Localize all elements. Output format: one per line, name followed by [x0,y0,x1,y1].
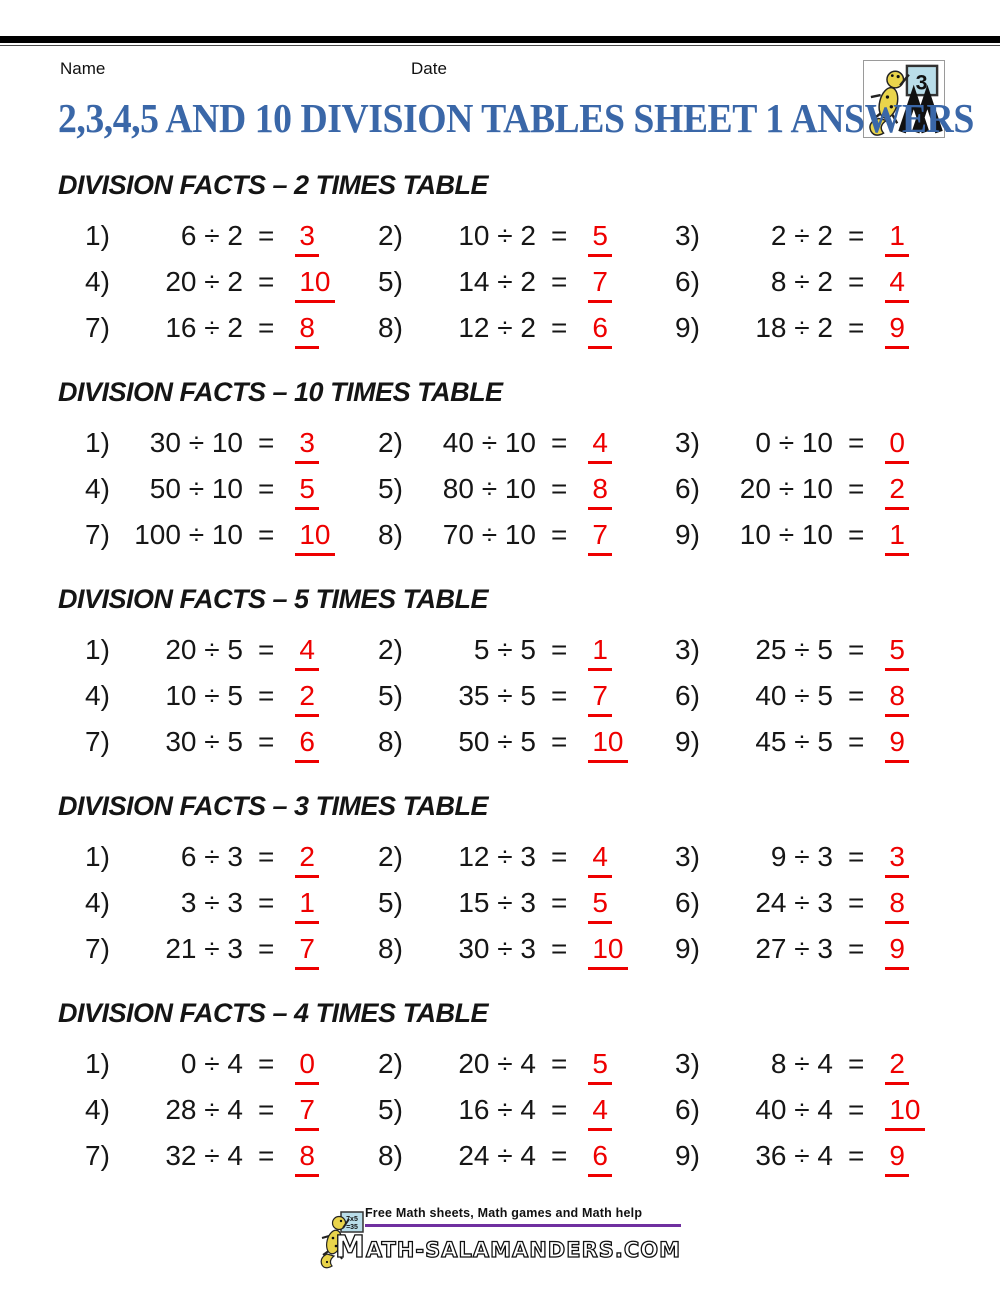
problem-number: 8) [378,1140,403,1171]
problem-expression: 2 ÷ 2 [770,220,833,251]
equals-sign: = [551,933,568,964]
division-problem [675,213,960,259]
division-problem [378,259,675,305]
division-problem [675,512,960,558]
problem-answer: 8 [885,888,909,924]
division-problem [378,627,675,673]
problem-answer: 7 [588,681,612,717]
problem-answer: 10 [588,727,627,763]
problem-expression: 27 ÷ 3 [755,933,833,964]
problem-number: 3) [675,841,700,872]
problem-number: 8) [378,933,403,964]
division-problem [85,305,378,351]
division-problem [675,305,960,351]
problem-number: 6) [675,680,700,711]
problem-expression: 24 ÷ 4 [458,1140,536,1171]
division-problem [85,673,378,719]
problem-answer: 4 [588,842,612,878]
problem-expression: 35 ÷ 5 [458,680,536,711]
division-problem [85,512,378,558]
problem-expression: 20 ÷ 2 [165,266,243,297]
equals-sign: = [551,473,568,504]
problem-answer: 9 [885,934,909,970]
problem-answer: 10 [295,267,334,303]
problem-answer: 5 [885,635,909,671]
equals-sign: = [551,427,568,458]
division-problem [675,259,960,305]
problem-expression: 10 ÷ 2 [458,220,536,251]
math-salamanders-wordmark: MATH-SALAMANDERS.COM [334,1230,682,1265]
problem-expression: 9 ÷ 3 [770,841,833,872]
problem-number: 4) [85,473,110,504]
problem-number: 8) [378,312,403,343]
equals-sign: = [848,427,865,458]
problem-expression: 3 ÷ 3 [180,887,243,918]
division-problem [378,719,675,765]
equals-sign: = [258,1048,275,1079]
equals-sign: = [848,473,865,504]
equals-sign: = [848,1140,865,1171]
problems-grid [58,627,960,765]
problem-expression: 10 ÷ 10 [739,519,833,550]
problem-number: 9) [675,726,700,757]
problem-answer: 10 [588,934,627,970]
divider-thin-line [0,45,1000,46]
problem-number: 4) [85,680,110,711]
problem-number: 1) [85,634,110,665]
equals-sign: = [551,519,568,550]
problem-number: 7) [85,519,110,550]
problem-answer: 0 [295,1049,319,1085]
problem-expression: 24 ÷ 3 [755,887,833,918]
division-problem [675,673,960,719]
problem-answer: 10 [885,1095,924,1131]
problem-answer: 6 [295,727,319,763]
problem-answer: 5 [588,1049,612,1085]
logo-board-number: 3 [915,70,928,95]
division-problem [85,834,378,880]
problem-expression: 6 ÷ 3 [180,841,243,872]
division-problem [85,926,378,972]
problem-number: 3) [675,427,700,458]
problem-answer: 3 [295,428,319,464]
equals-sign: = [551,680,568,711]
equals-sign: = [551,1094,568,1125]
problem-answer: 1 [885,221,909,257]
equals-sign: = [848,634,865,665]
problem-expression: 40 ÷ 5 [755,680,833,711]
problem-expression: 8 ÷ 2 [770,266,833,297]
problem-answer: 1 [588,635,612,671]
equals-sign: = [848,680,865,711]
problem-answer: 2 [885,474,909,510]
problem-answer: 10 [295,520,334,556]
problem-answer: 2 [295,842,319,878]
problem-number: 6) [675,266,700,297]
problem-expression: 20 ÷ 5 [165,634,243,665]
problem-number: 7) [85,312,110,343]
problem-answer: 8 [295,1141,319,1177]
section-heading: DIVISION FACTS – 4 TIMES TABLE [58,998,489,1028]
division-problem [675,627,960,673]
problem-expression: 50 ÷ 5 [458,726,536,757]
problem-expression: 6 ÷ 2 [180,220,243,251]
equals-sign: = [848,1094,865,1125]
problem-expression: 32 ÷ 4 [165,1140,243,1171]
problem-expression: 40 ÷ 10 [442,427,536,458]
problem-number: 2) [378,1048,403,1079]
equals-sign: = [258,933,275,964]
equals-sign: = [258,1094,275,1125]
equals-sign: = [258,887,275,918]
division-problem [378,1087,675,1133]
name-label: Name [60,59,106,78]
division-problem [675,926,960,972]
problem-expression: 20 ÷ 4 [458,1048,536,1079]
problem-number: 8) [378,726,403,757]
problem-expression: 25 ÷ 5 [755,634,833,665]
problem-number: 6) [675,1094,700,1125]
problem-answer: 4 [588,1095,612,1131]
problem-answer: 0 [885,428,909,464]
problem-number: 9) [675,933,700,964]
section-heading: DIVISION FACTS – 2 TIMES TABLE [58,170,489,200]
equals-sign: = [848,726,865,757]
footer-board-line1: 7x5 [346,1216,358,1223]
problem-expression: 12 ÷ 2 [458,312,536,343]
division-problem [378,420,675,466]
division-facts-section [58,377,960,584]
problem-answer: 8 [588,474,612,510]
problem-expression: 5 ÷ 5 [473,634,536,665]
problem-expression: 70 ÷ 10 [442,519,536,550]
problem-expression: 40 ÷ 4 [755,1094,833,1125]
problem-expression: 80 ÷ 10 [442,473,536,504]
footer-board-line2: =35 [346,1224,358,1231]
problem-number: 4) [85,1094,110,1125]
problem-expression: 12 ÷ 3 [458,841,536,872]
division-problem [85,719,378,765]
division-problem [675,466,960,512]
footer [0,1206,1000,1277]
division-problem [378,673,675,719]
problem-number: 1) [85,841,110,872]
equals-sign: = [848,220,865,251]
section-heading: DIVISION FACTS – 3 TIMES TABLE [58,791,489,821]
equals-sign: = [258,427,275,458]
equals-sign: = [551,887,568,918]
problem-answer: 1 [885,520,909,556]
division-problem [85,420,378,466]
problem-number: 7) [85,1140,110,1171]
problem-number: 7) [85,726,110,757]
equals-sign: = [551,220,568,251]
equals-sign: = [551,634,568,665]
equals-sign: = [551,1048,568,1079]
equals-sign: = [258,473,275,504]
problem-expression: 36 ÷ 4 [755,1140,833,1171]
problem-number: 5) [378,1094,403,1125]
division-problem [378,512,675,558]
section-heading: DIVISION FACTS – 10 TIMES TABLE [58,377,503,407]
problems-grid [58,420,960,558]
problem-expression: 0 ÷ 10 [755,427,833,458]
equals-sign: = [258,519,275,550]
problem-expression: 16 ÷ 2 [165,312,243,343]
division-facts-section [58,170,960,377]
problem-answer: 4 [295,635,319,671]
problem-number: 5) [378,887,403,918]
problem-answer: 7 [295,1095,319,1131]
problem-expression: 15 ÷ 3 [458,887,536,918]
problem-expression: 10 ÷ 5 [165,680,243,711]
date-label: Date [411,59,447,78]
equals-sign: = [551,726,568,757]
division-facts-section [58,998,960,1205]
problem-expression: 8 ÷ 4 [770,1048,833,1079]
problem-expression: 0 ÷ 4 [180,1048,243,1079]
division-problem [85,1041,378,1087]
problem-expression: 20 ÷ 10 [739,473,833,504]
problem-answer: 2 [295,681,319,717]
problem-expression: 18 ÷ 2 [755,312,833,343]
problem-number: 9) [675,519,700,550]
division-problem [675,1087,960,1133]
problem-answer: 5 [295,474,319,510]
footer-purple-rule [365,1224,681,1227]
division-problem [85,1133,378,1179]
problem-answer: 9 [885,727,909,763]
division-facts-section [58,584,960,791]
problem-number: 5) [378,680,403,711]
problem-answer: 8 [885,681,909,717]
division-problem [85,213,378,259]
problem-number: 2) [378,634,403,665]
equals-sign: = [848,1048,865,1079]
problem-answer: 2 [885,1049,909,1085]
problem-answer: 5 [588,221,612,257]
equals-sign: = [848,841,865,872]
equals-sign: = [551,1140,568,1171]
problems-grid [58,213,960,351]
problem-number: 4) [85,266,110,297]
problem-number: 2) [378,427,403,458]
problem-expression: 100 ÷ 10 [134,519,243,550]
equals-sign: = [848,519,865,550]
problem-number: 4) [85,887,110,918]
division-facts-section [58,791,960,998]
problem-number: 2) [378,841,403,872]
division-problem [675,1133,960,1179]
problem-answer: 5 [588,888,612,924]
problem-number: 6) [675,887,700,918]
problem-expression: 14 ÷ 2 [458,266,536,297]
problem-answer: 4 [885,267,909,303]
problem-answer: 6 [588,313,612,349]
problem-number: 6) [675,473,700,504]
division-problem [378,213,675,259]
equals-sign: = [551,266,568,297]
equals-sign: = [848,266,865,297]
division-problem [85,627,378,673]
problem-expression: 30 ÷ 3 [458,933,536,964]
problem-expression: 50 ÷ 10 [149,473,243,504]
problem-number: 8) [378,519,403,550]
problems-grid [58,1041,960,1179]
problem-number: 3) [675,1048,700,1079]
equals-sign: = [258,680,275,711]
problem-expression: 30 ÷ 5 [165,726,243,757]
problem-number: 9) [675,1140,700,1171]
equals-sign: = [848,887,865,918]
equals-sign: = [258,634,275,665]
problem-expression: 30 ÷ 10 [149,427,243,458]
division-problem [675,1041,960,1087]
top-divider [0,36,1000,46]
problem-expression: 21 ÷ 3 [165,933,243,964]
division-problem [378,880,675,926]
problem-answer: 9 [885,1141,909,1177]
problem-number: 5) [378,473,403,504]
division-problem [675,834,960,880]
problem-number: 1) [85,427,110,458]
problem-expression: 28 ÷ 4 [165,1094,243,1125]
equals-sign: = [258,312,275,343]
page-title: 2,3,4,5 AND 10 DIVISION TABLES SHEET 1 ANSWERS [58,95,974,141]
equals-sign: = [551,312,568,343]
problem-expression: 45 ÷ 5 [755,726,833,757]
problem-number: 1) [85,220,110,251]
problem-number: 9) [675,312,700,343]
problem-expression: 16 ÷ 4 [458,1094,536,1125]
equals-sign: = [258,841,275,872]
problem-answer: 8 [295,313,319,349]
problem-answer: 6 [588,1141,612,1177]
equals-sign: = [258,266,275,297]
problem-number: 1) [85,1048,110,1079]
problem-number: 7) [85,933,110,964]
division-problem [85,466,378,512]
problem-answer: 7 [588,520,612,556]
problem-answer: 9 [885,313,909,349]
division-problem [675,420,960,466]
division-problem [378,1133,675,1179]
footer-tagline: Free Math sheets, Math games and Math help [364,1206,643,1220]
division-problem [378,834,675,880]
problem-number: 2) [378,220,403,251]
problems-grid [58,834,960,972]
problem-answer: 3 [295,221,319,257]
division-problem [378,1041,675,1087]
division-problem [85,1087,378,1133]
sections [58,170,960,1205]
division-problem [378,305,675,351]
equals-sign: = [848,312,865,343]
problem-answer: 7 [295,934,319,970]
problem-answer: 3 [885,842,909,878]
division-problem [378,466,675,512]
problem-answer: 1 [295,888,319,924]
divider-thick-line [0,36,1000,43]
division-problem [85,880,378,926]
problem-number: 5) [378,266,403,297]
problem-answer: 7 [588,267,612,303]
equals-sign: = [848,933,865,964]
equals-sign: = [258,726,275,757]
division-problem [85,259,378,305]
section-heading: DIVISION FACTS – 5 TIMES TABLE [58,584,489,614]
equals-sign: = [258,220,275,251]
division-problem [675,719,960,765]
equals-sign: = [551,841,568,872]
equals-sign: = [258,1140,275,1171]
problem-number: 3) [675,220,700,251]
division-problem [378,926,675,972]
division-problem [675,880,960,926]
problem-number: 3) [675,634,700,665]
problem-answer: 4 [588,428,612,464]
